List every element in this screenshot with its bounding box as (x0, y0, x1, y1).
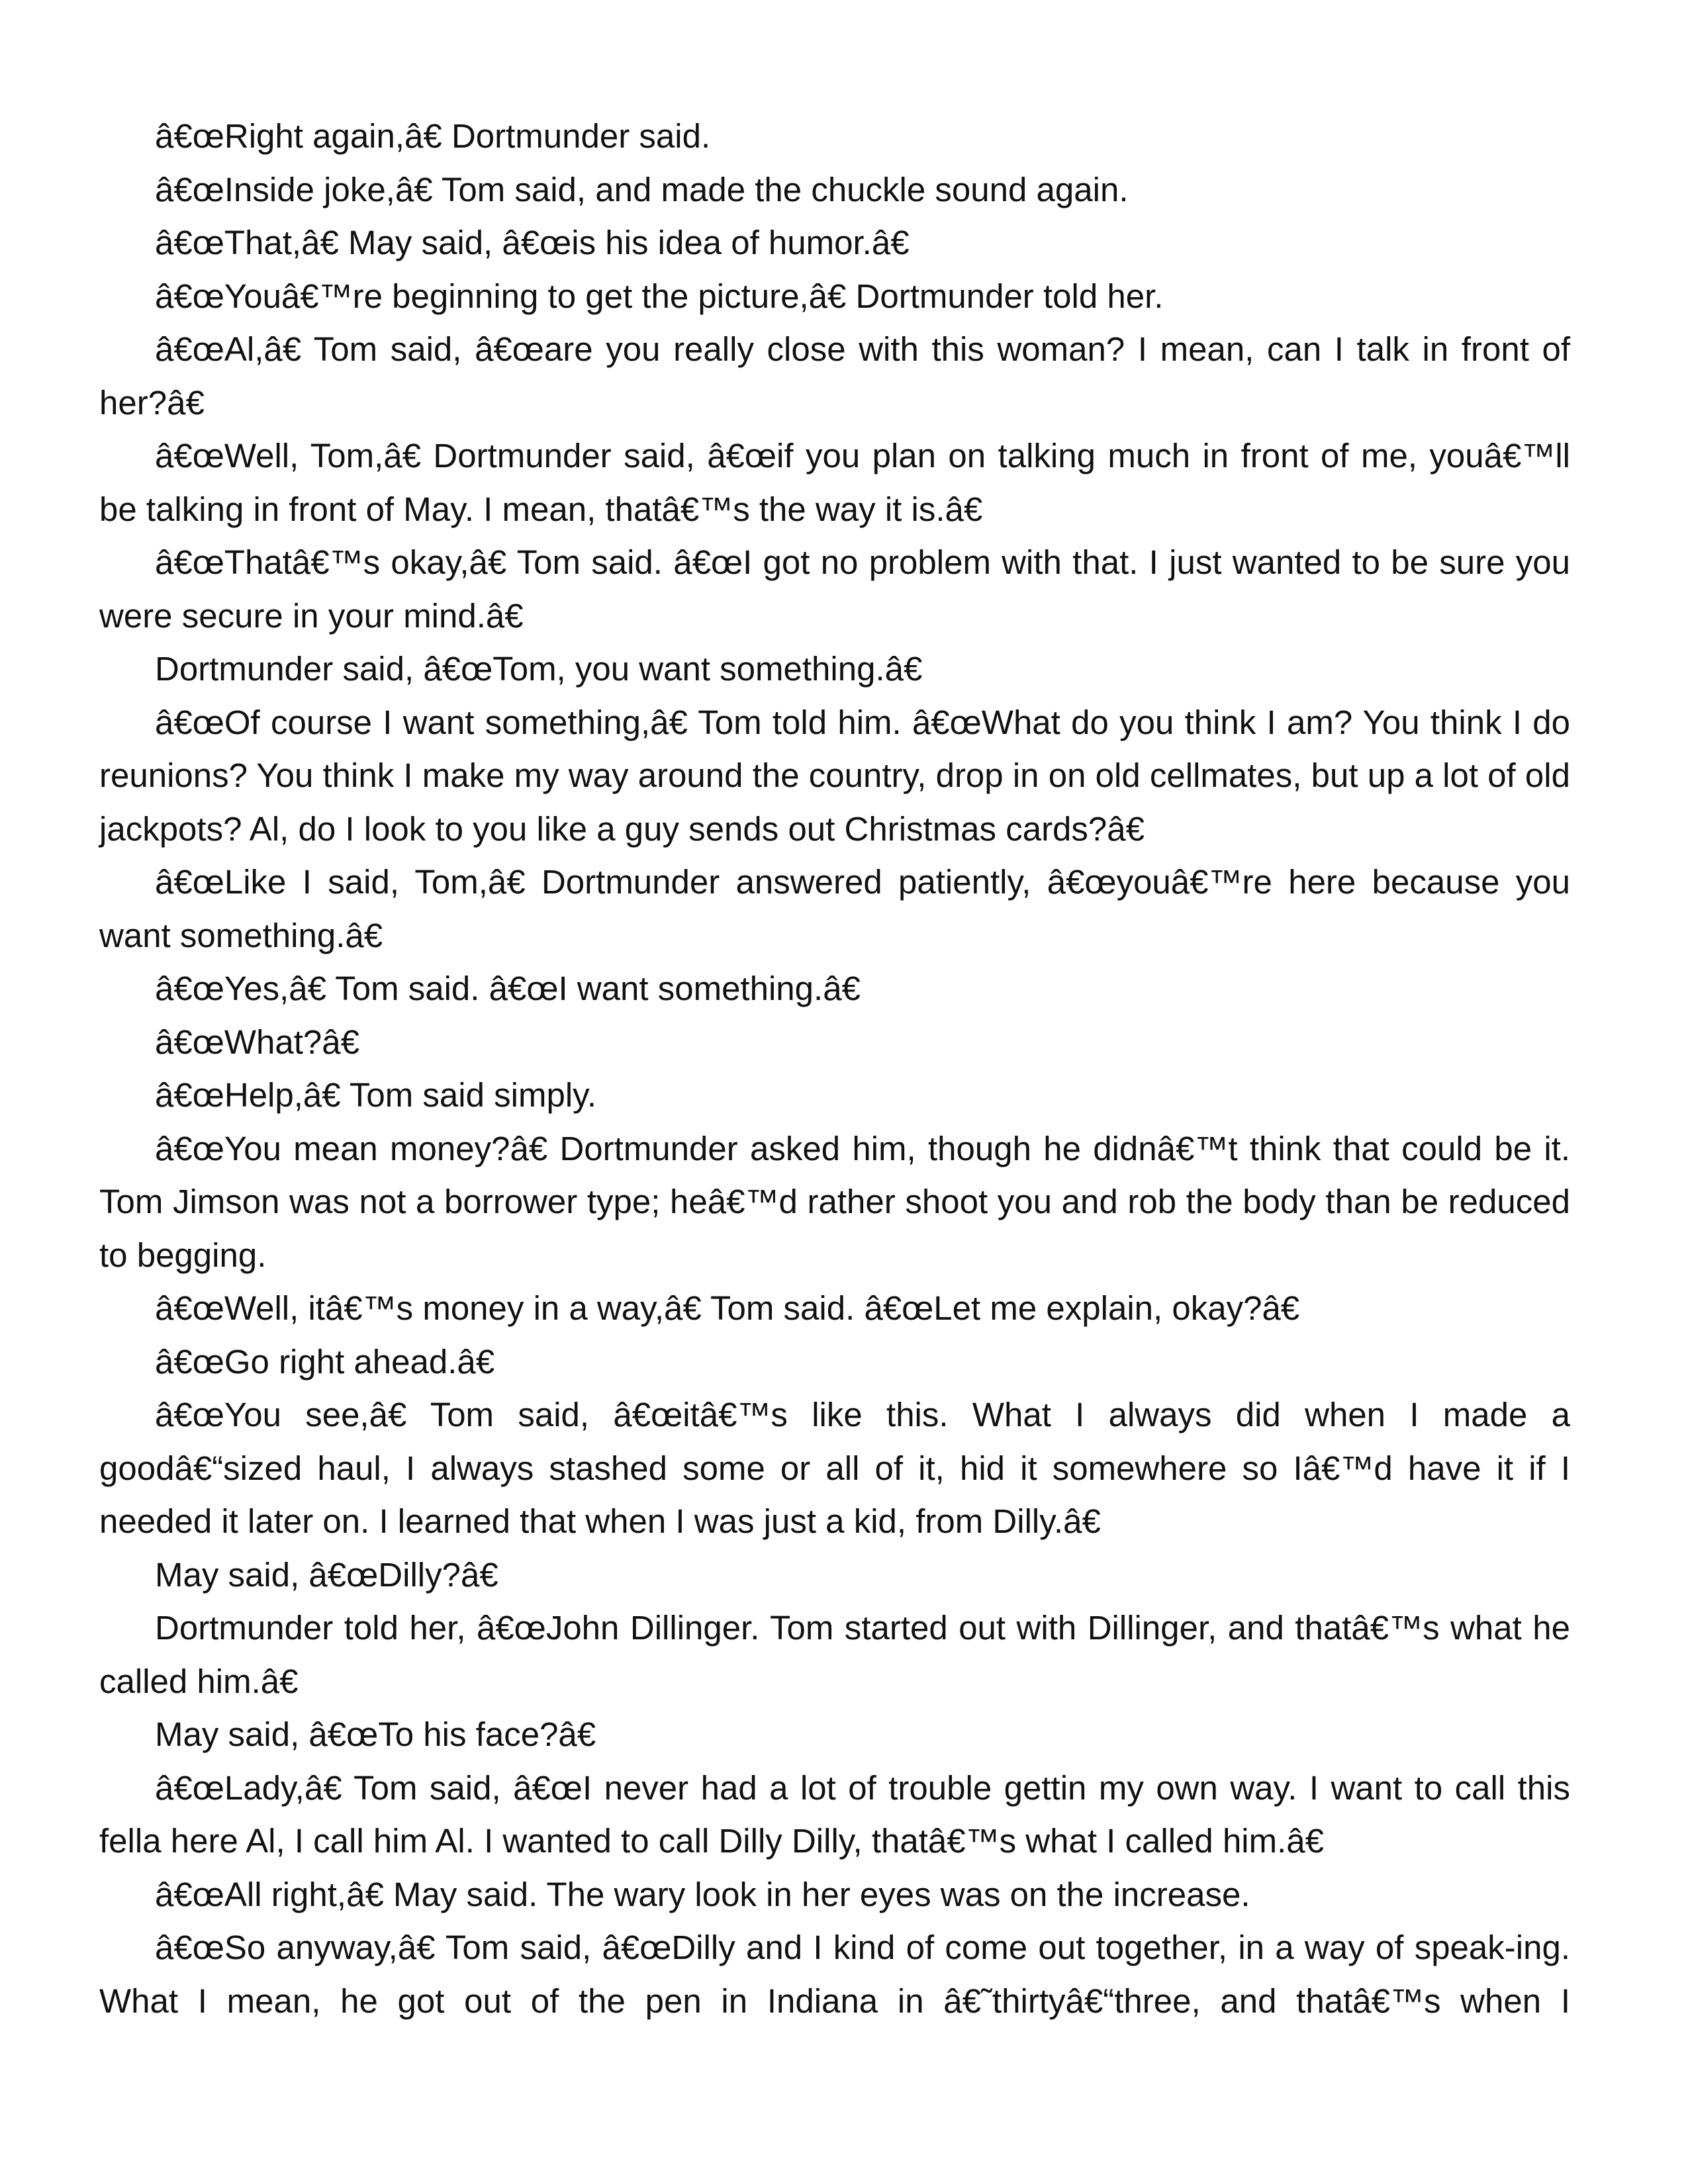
paragraph-18: May said, â€œDilly?â€ (155, 1555, 498, 1594)
paragraph-17: â€œYou see,â€ Tom said, â€œitâ€™s like this. What I always did when I made a goodâ€“sized haul, I always stashed some or all of it, hid it somewhere so Iâ€™d have it if I needed it later on. I learned that when I was just a kid, from Dilly.â€ (99, 1396, 1570, 1540)
paragraph-21: â€œLady,â€ Tom said, â€œI never had a lot of trouble gettin my own way. I want to call this fella here Al, I call him Al. I wanted to call Dilly Dilly, thatâ€™s what I called him.â€ (99, 1768, 1570, 1860)
book-page (99, 110, 1570, 2028)
paragraph-11: â€œYes,â€ Tom said. â€œI want something.â€ (155, 970, 861, 1007)
paragraph-10: â€œLike I said, Tom,â€ Dortmunder answered patiently, â€œyouâ€™re here because you want something.â€ (99, 863, 1570, 954)
paragraph-3: â€œThat,â€ May said, â€œis his idea of humor.â€ (155, 224, 910, 261)
paragraph-13: â€œHelp,â€ Tom said simply. (155, 1076, 597, 1114)
paragraph-6: â€œWell, Tom,â€ Dortmunder said, â€œif you plan on talking much in front of me, youâ€™ll be talking in front of May. I mean, thatâ€™s the way it is.â€ (99, 437, 1570, 528)
paragraph-9: â€œOf course I want something,â€ Tom told him. â€œWhat do you think I am? You think I do reunions? You think I make my way around the country, drop in on old cellmates, but up a lot of old jackpots? Al, do I look to you like a guy sends out Christmas cards?â€ (99, 703, 1570, 848)
paragraph-12: â€œWhat?â€ (155, 1023, 359, 1061)
paragraph-16: â€œGo right ahead.â€ (155, 1342, 495, 1381)
paragraph-8: Dortmunder said, â€œTom, you want something.â€ (155, 650, 923, 688)
paragraph-1: â€œRight again,â€ Dortmunder said. (155, 117, 711, 155)
paragraph-22: â€œAll right,â€ May said. The wary look in her eyes was on the increase. (155, 1875, 1250, 1913)
paragraph-5: â€œAl,â€ Tom said, â€œare you really close with this woman? I mean, can I talk in front of her?â€ (99, 330, 1570, 422)
paragraph-20: May said, â€œTo his face?â€ (155, 1715, 596, 1753)
paragraph-7: â€œThatâ€™s okay,â€ Tom said. â€œI got no problem with that. I just wanted to be sure you were secure in your mind.â€ (99, 543, 1570, 635)
paragraph-4: â€œYouâ€™re beginning to get the picture,â€ Dortmunder told her. (155, 277, 1164, 315)
paragraph-19: Dortmunder told her, â€œJohn Dillinger. Tom started out with Dillinger, and thatâ€™s what he called him.â€ (99, 1609, 1570, 1700)
paragraph-2: â€œInside joke,â€ Tom said, and made the chuckle sound again. (155, 170, 1129, 208)
paragraph-23: â€œSo anyway,â€ Tom said, â€œDilly and I kind of come out together, in a way of speak-ing. What I mean, he got out of the pen in Indiana in â€˜thirtyâ€“three, and thatâ€™s when I (99, 1929, 1570, 2020)
paragraph-14: â€œYou mean money?â€ Dortmunder asked him, though he didnâ€™t think that could be it. Tom Jimson was not a borrower type; heâ€™d rather shoot you and rob the body than be reduced to begging. (99, 1129, 1570, 1274)
paragraph-15: â€œWell, itâ€™s money in a way,â€ Tom said. â€œLet me explain, okay?â€ (155, 1289, 1300, 1327)
